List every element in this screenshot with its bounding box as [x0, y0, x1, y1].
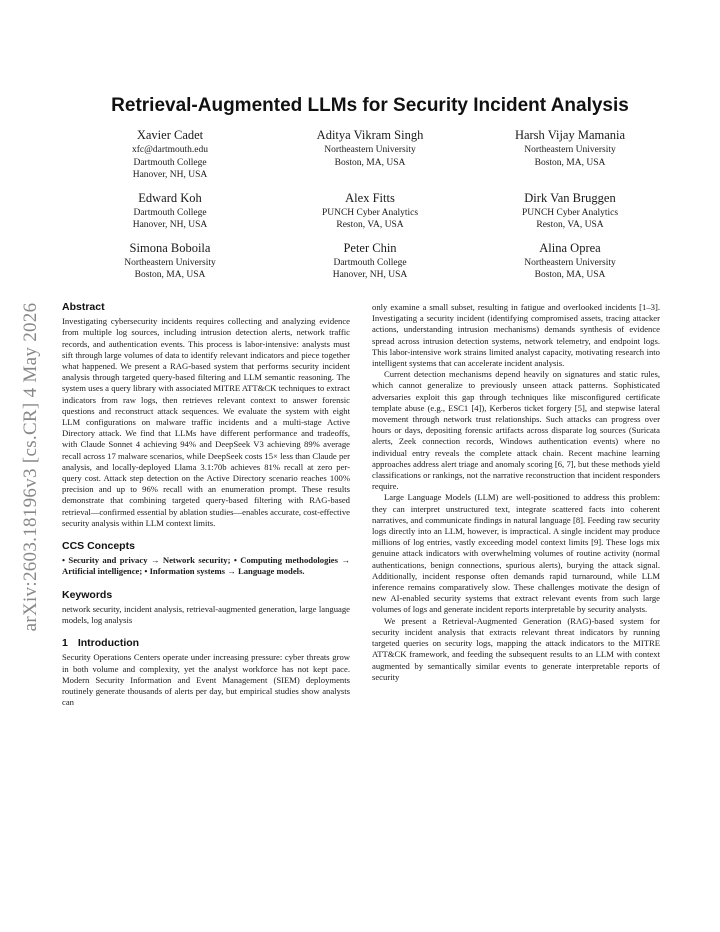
author-card	[470, 191, 670, 232]
author-location: Hanover, NH, USA	[332, 270, 408, 280]
author-name: Xavier Cadet	[136, 128, 204, 142]
author-block	[70, 128, 670, 291]
author-row	[70, 241, 670, 282]
author-card	[270, 128, 470, 182]
author-location: Boston, MA, USA	[134, 270, 206, 280]
author-location: Reston, VA, USA	[536, 220, 604, 230]
ccs-heading: CCS Concepts	[62, 540, 135, 553]
author-affiliation: PUNCH Cyber Analytics	[321, 207, 419, 218]
author-location: Boston, MA, USA	[534, 157, 606, 168]
author-row	[70, 191, 670, 232]
arxiv-sidebar	[20, 262, 42, 672]
author-affiliation: Northeastern University	[324, 145, 416, 155]
author-affiliation: Northeastern University	[124, 257, 216, 268]
author-location: Reston, VA, USA	[336, 220, 404, 230]
author-name: Peter Chin	[343, 240, 397, 255]
intro-paragraph: We present a Retrieval-Augmented Generation (RAG)-based system for security incident analysis that extracts relevant threat indicators by running targeted queries on security logs, mapping the attack indicators to the MITRE ATT&CK framework, and feeding the subsequent results to an LLM with context augmented by semantically similar events to generate interpretable reports of security	[372, 615, 660, 682]
author-card	[270, 191, 470, 232]
intro-paragraph: Security Operations Centers operate under increasing pressure: cyber threats grow in both volume and complexity, yet the analyst workforce has not kept pace. Modern Security Information and Event Management (SIEM) deployments routinely generate thousands of alerts per day, but empirical studies show analysts can	[62, 652, 350, 708]
author-card	[470, 128, 670, 182]
author-affiliation: Dartmouth College	[133, 157, 207, 168]
author-row	[70, 128, 670, 182]
abstract-text: Investigating cybersecurity incidents requires collecting and analyzing evidence from multiple log sources, including intrusion detection alerts, network traffic records, and authentication events. This process is labor-intensive: analysts must sift through large volumes of data to identify relevant indicators and piece together what happened. We present a RAG-based system that performs security incident analysis through targeted query-based filtering and LLM semantic reasoning. The system uses a query library with associated MITRE ATT&CK techniques to extract indicators from raw logs, then retrieves relevant context to answer forensic questions and reconstruct attack sequences. We evaluate the system with eight LLM configurations on malware traffic incidents and a multi-stage Active Directory attack. We find that LLMs have different performance and tradeoffs, with Claude Sonnet 4 achieving 94% and DeepSeek V3 achieving 89% average recall across 17 malware scenarios, while DeepSeek costs 15× less than Claude per analysis, and locally-deployed Llama 3.1:70b achieves 81% recall at zero per-query cost. Attack step detection on the Active Directory scenario reaches 100% precision and up to 96% recall with an enumeration prompt. These results demonstrate that combining targeted query-based filtering with RAG-based retrieval—confirmed essential by ablation studies—enables accurate, cost-effective security analysis within LLM context limits.	[62, 316, 350, 528]
author-card	[70, 241, 270, 282]
abstract-heading: Abstract	[62, 301, 105, 313]
author-location: Hanover, NH, USA	[132, 220, 208, 230]
right-column	[372, 302, 660, 683]
author-affiliation: Dartmouth College	[133, 207, 207, 218]
author-affiliation: Dartmouth College	[333, 257, 407, 268]
keywords-text: network security, incident analysis, retrieval-augmented generation, large language models, log analysis	[62, 603, 350, 626]
author-location: Hanover, NH, USA	[132, 170, 208, 180]
ccs-text: • Security and privacy → Network security; • Computing methodologies → Artificial intelligence; • Information systems → Language models.	[62, 555, 350, 577]
keywords-heading: Keywords	[62, 588, 113, 601]
left-column	[62, 302, 350, 709]
section-title: Introduction	[77, 637, 140, 650]
author-card	[70, 191, 270, 232]
author-name: Alina Oprea	[539, 240, 601, 255]
author-name: Dirk Van Bruggen	[524, 190, 616, 205]
author-name: Harsh Vijay Mamania	[514, 128, 626, 142]
author-card	[70, 128, 270, 182]
author-name: Aditya Vikram Singh	[316, 128, 424, 142]
arxiv-identifier[interactable]: arXiv:2603.18196v3 [cs.CR] 4 May 2026	[20, 302, 41, 632]
author-card	[470, 241, 670, 282]
author-location: Boston, MA, USA	[534, 270, 606, 280]
author-name: Alex Fitts	[345, 190, 395, 205]
intro-paragraph-cont: only examine a small subset, resulting in fatigue and overlooked incidents [1–3]. Investigating a security incident (identifying compromised assets, tracing attacker actions, understanding intrusion mechanisms) demands synthesis of evidence spread across intrusion detection systems, network telemetry, and endpoint logs. This labor-intensive work strains limited analyst capacity, motivating research into intelligent systems that can accelerate incident analysis.	[372, 302, 660, 369]
intro-paragraph: Current detection mechanisms depend heavily on signatures and static rules, which cannot generalize to previously unseen attack patterns. Sophisticated adversaries exploit this gap through techniques like misconfigured certificate template abuse (e.g., ESC1 [4]), Kerberos ticket forgery [5], and stepwise lateral movement through network trust relationships. Such attacks can progress over hours or days, depositing forensic artifacts across disparate log sources (Suricata alerts, Zeek connection records, Windows authentication events) where no individual entry reveals the complete attack chain. Recent machine learning approaches address alert triage and anomaly scoring [6, 7], but these methods yield classifications or rankings, not the narrative reconstruction that incident responders require.	[372, 369, 660, 492]
author-card	[270, 241, 470, 282]
intro-paragraph: Large Language Models (LLM) are well-positioned to address this problem: they can interpret unstructured text, integrate scattered facts into coherent narratives, and communicate findings in natural language [8]. Feeding raw security logs directly into an LLM, however, is impractical. A single incident may produce millions of log entries, vastly exceeding model context limits [9]. These logs mix genuine attack indicators with overwhelming volumes of routine activity (normal authentications, benign connections, spurious alerts), burying the attack signal. Additionally, incident response often demands rapid turnaround, while LLM inference remains comparatively slow. These challenges motivate the design of new AI-enabled security systems that extract relevant events from such large volumes of logs and generate incident reports interpretable by security analysts.	[372, 492, 660, 615]
author-email[interactable]: xfc@dartmouth.edu	[131, 145, 209, 155]
intro-heading	[62, 638, 350, 649]
author-affiliation: PUNCH Cyber Analytics	[521, 207, 619, 218]
paper-title: Retrieval-Augmented LLMs for Security Incident Analysis	[111, 95, 629, 116]
author-location: Boston, MA, USA	[334, 157, 406, 168]
author-affiliation: Northeastern University	[524, 145, 616, 155]
author-affiliation: Northeastern University	[524, 257, 616, 268]
author-name: Edward Koh	[138, 190, 202, 205]
author-name: Simona Boboila	[129, 240, 211, 255]
section-number: 1	[62, 637, 68, 650]
